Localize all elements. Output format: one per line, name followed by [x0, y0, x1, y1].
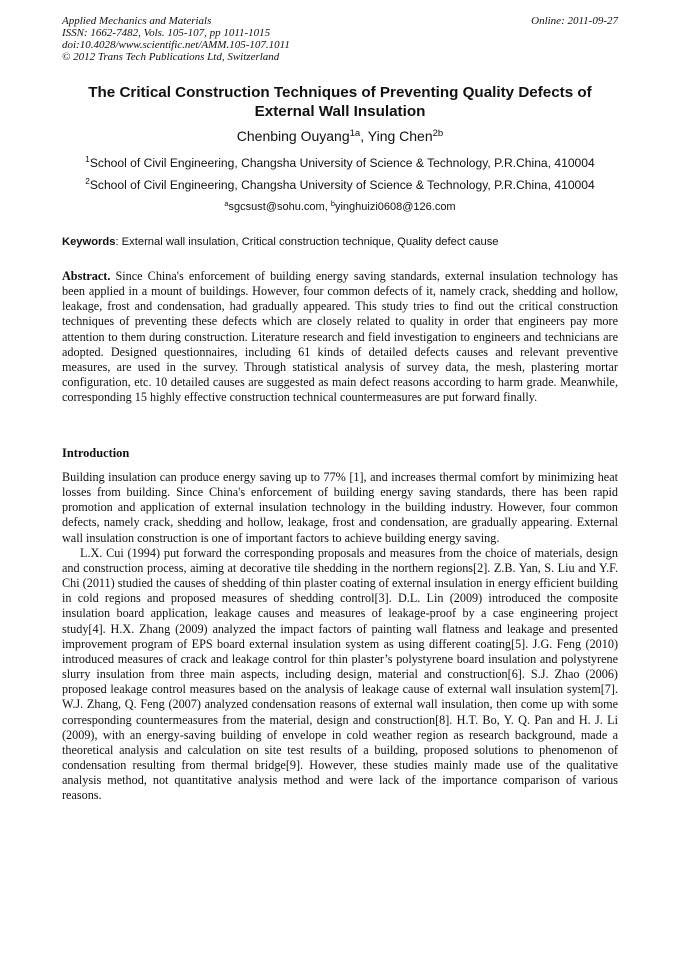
section-heading-introduction: Introduction: [62, 446, 130, 460]
journal-name: Applied Mechanics and Materials: [62, 15, 212, 27]
paper-title: The Critical Construction Techniques of Preventing Quality Defects of External Wall Insulation: [88, 84, 592, 120]
email-address[interactable]: yinghuizi0608@126.com: [334, 201, 456, 213]
email-line: [62, 200, 618, 214]
email-mark: a: [224, 198, 229, 208]
online-date: Online: 2011-09-27: [531, 15, 618, 27]
affiliation: [62, 156, 618, 171]
paragraph: L.X. Cui (1994) put forward the corresponding proposals and measures from the choice of materials, design and construction process, aiming at decorative tile shedding in the northern regions[2]. Z.B. Yan, S. Liu and Y.F. Chi (2011) studied the causes of shedding of thin plaster coating of external insulation in energy efficient building in cold regions and proposed measures of shedding control[3]. D.L. Lin (2009) introduced the composite insulation board application, leakage causes and measures of leakage-proof by a case engineering project study[4]. H.X. Zhang (2009) analyzed the impact factors of painting wall flatness and leakage and presented improvement program of EPS board external insulation system as using different coating[5]. J.G. Feng (2010) introduced measures of crack and leakage control for thin plaster’s polystyrene board insulation and polystyrene slurry insulation from three main aspects, including design, material and construction[6]. S.J. Zhao (2006) proposed leakage control measures based on the analysis of leakage cause of external wall insulation system[7]. W.J. Zhang, Q. Feng (2007) analyzed condensation reasons of external wall insulation, then come up with some corresponding countermeasures from the material, design and construction[8]. H.T. Bo, Y. Q. Pan and H. J. Li (2009), with an energy-saving building of envelope in cold weather region as research background, made a theoretical analysis and calculation on site test results of a building, proposed solutions to phenomenon of condensation resulting from thermal bridge[9]. However, these studies mainly made use of the qualitative analysis method, not quantitative analysis method and were lack of the importance comparison of various reasons.: [62, 545, 618, 803]
abstract-label: Abstract.: [62, 269, 111, 283]
keywords-label: Keywords: [62, 236, 116, 248]
email-address[interactable]: sgcsust@sohu.com,: [228, 201, 331, 213]
keywords-text: : External wall insulation, Critical construction technique, Quality defect cause: [115, 236, 499, 248]
keywords: [62, 235, 618, 249]
abstract: [62, 269, 618, 405]
affiliation: [62, 178, 618, 193]
issn-line: ISSN: 1662-7482, Vols. 105-107, pp 1011-1015: [62, 27, 271, 39]
affiliation-mark: 1: [85, 155, 90, 165]
introduction-body: [62, 470, 618, 803]
abstract-text: Since China's enforcement of building energy saving standards, external insulation technology has been applied in a mount of buildings. However, four common defects of it, namely crack, shedding and hollow, leakage, frost and condensation, had gradually appeared. This study tries to find out the critical construction techniques of preventing these defects which are closely related to quality in order that engineers pay more attention to them during construction. Literature research and field investigation to engineers and technicians are adopted. Designed questionnaires, including 61 kinds of detailed defects causes and relevant preventive measures, are used in the survey. Through statistical analysis of survey data, the mesh, plastering mortar configuration, etc. 10 detailed causes are suggested as main defect reasons according to harm grade. Meanwhile, corresponding 15 highly effective construction technical countermeasures are put forward finally.: [62, 269, 618, 405]
doi-line: doi:10.4028/www.scientific.net/AMM.105-107.1011: [62, 39, 290, 51]
affiliation-text: School of Civil Engineering, Changsha University of Science & Technology, P.R.China, 410004: [89, 156, 595, 170]
paragraph: Building insulation can produce energy saving up to 77% [1], and increases thermal comfort by minimizing heat losses from building. Since China's enforcement of building energy saving standards, there has been rapid promotion and application of external insulation technology in the building industry. However, four common defects, namely crack, shedding and hollow, leakage, frost and condensation, are gradually appearing. External wall insulation construction is one of important factors to achieve building energy saving.: [62, 470, 618, 545]
author-separator: ,: [360, 128, 368, 144]
author-affiliation-mark: 2b: [432, 127, 444, 139]
email-mark: b: [330, 198, 335, 208]
author-name: Ying Chen: [367, 128, 433, 144]
affiliation-text: School of Civil Engineering, Changsha University of Science & Technology, P.R.China, 410004: [89, 178, 595, 192]
author-affiliation-mark: 1a: [349, 127, 361, 139]
author-line: [62, 127, 618, 145]
author-name: Chenbing Ouyang: [236, 128, 350, 144]
affiliation-mark: 2: [85, 177, 90, 187]
copyright-line: © 2012 Trans Tech Publications Ltd, Switzerland: [62, 51, 280, 63]
journal-header: [62, 15, 618, 63]
